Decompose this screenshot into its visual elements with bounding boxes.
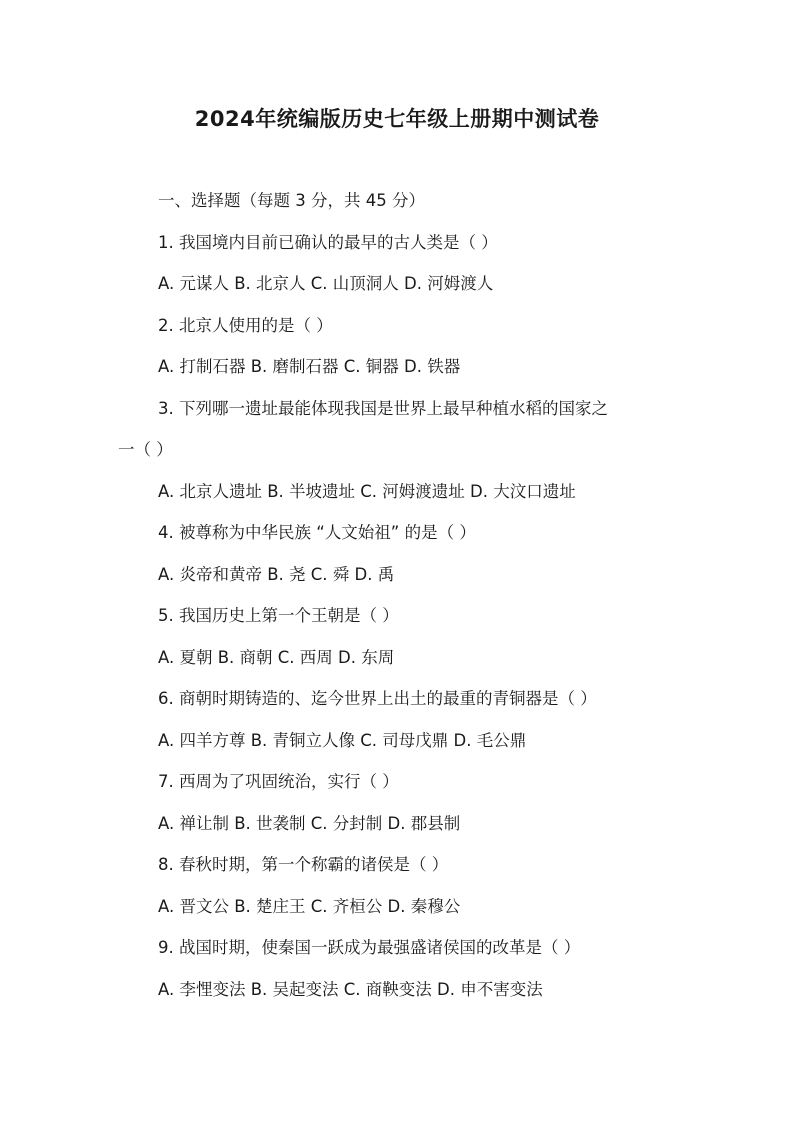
question-4-options: A. 炎帝和黄帝 B. 尧 C. 舜 D. 禹 [158, 565, 395, 584]
question-8-options: A. 晋文公 B. 楚庄王 C. 齐桓公 D. 秦穆公 [158, 897, 461, 916]
question-5: 5. 我国历史上第一个王朝是（ ） [158, 606, 399, 625]
question-6-options: A. 四羊方尊 B. 青铜立人像 C. 司母戊鼎 D. 毛公鼎 [158, 731, 527, 750]
question-5-options: A. 夏朝 B. 商朝 C. 西周 D. 东周 [158, 648, 395, 667]
question-6: 6. 商朝时期铸造的、迄今世界上出土的最重的青铜器是（ ） [158, 689, 597, 708]
page-title: 2024年统编版历史七年级上册期中测试卷 [194, 107, 600, 131]
question-3-options: A. 北京人遗址 B. 半坡遗址 C. 河姆渡遗址 D. 大汶口遗址 [158, 482, 576, 501]
question-9: 9. 战国时期，使秦国一跃成为最强盛诸侯国的改革是（ ） [158, 938, 581, 957]
question-8: 8. 春秋时期，第一个称霸的诸侯是（ ） [158, 855, 449, 874]
question-3: 3. 下列哪一遗址最能体现我国是世界上最早种植水稻的国家之 [158, 399, 608, 418]
question-1: 1. 我国境内目前已确认的最早的古人类是（ ） [158, 233, 498, 252]
question-4: 4. 被尊称为中华民族 “人文始祖” 的是（ ） [158, 523, 476, 542]
section-heading: 一、选择题（每题 3 分，共 45 分） [158, 191, 425, 210]
question-1-options: A. 元谋人 B. 北京人 C. 山顶洞人 D. 河姆渡人 [158, 274, 494, 293]
question-7-options: A. 禅让制 B. 世袭制 C. 分封制 D. 郡县制 [158, 814, 461, 833]
question-9-options: A. 李悝变法 B. 吴起变法 C. 商鞅变法 D. 申不害变法 [158, 980, 543, 999]
question-2-options: A. 打制石器 B. 磨制石器 C. 铜器 D. 铁器 [158, 357, 461, 376]
question-7: 7. 西周为了巩固统治，实行（ ） [158, 772, 399, 791]
question-3-continuation: 一（ ） [118, 440, 173, 459]
question-2: 2. 北京人使用的是（ ） [158, 316, 333, 335]
